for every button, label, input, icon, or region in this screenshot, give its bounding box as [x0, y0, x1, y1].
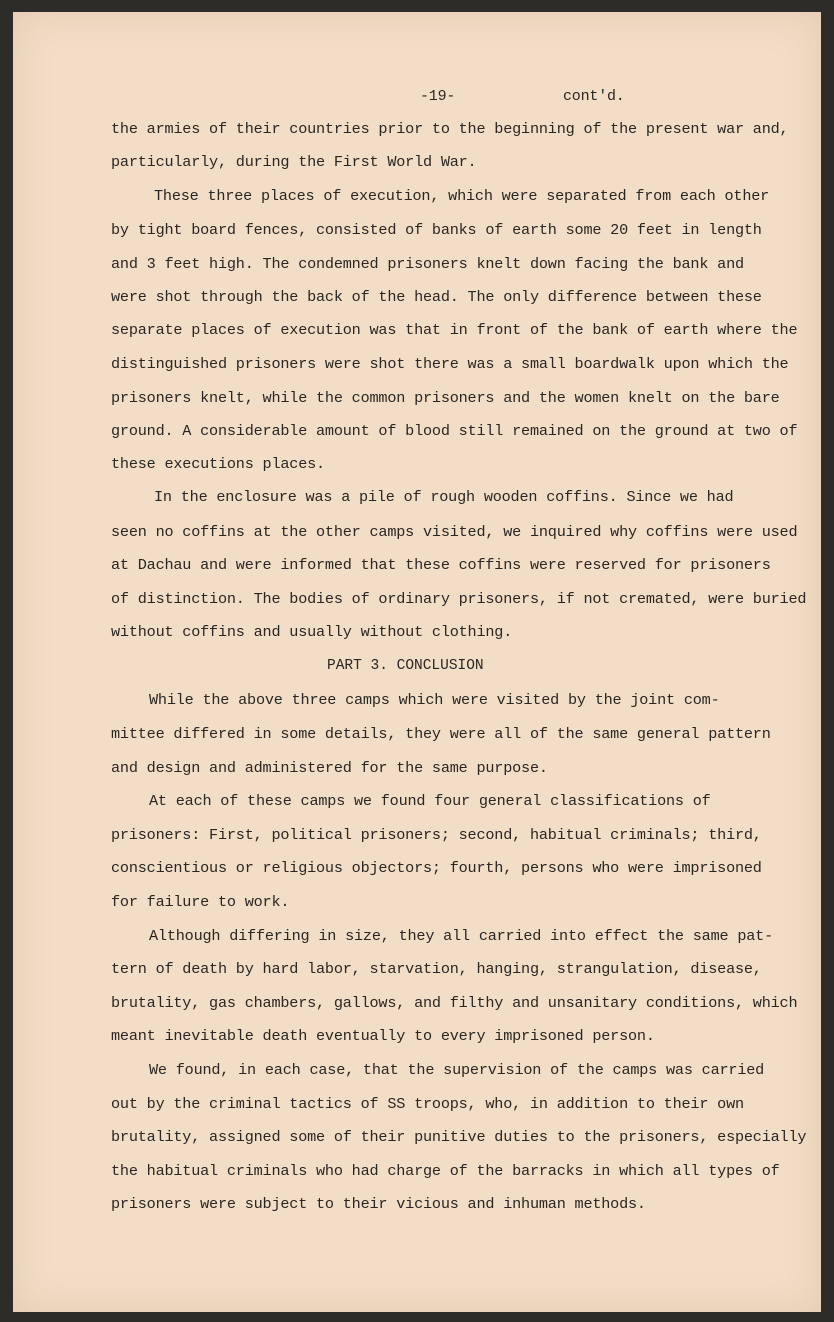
- body-line: Although differing in size, they all carried into effect the same pat-: [149, 927, 773, 945]
- body-line: mittee differed in some details, they were all of the same general pattern: [111, 725, 771, 743]
- body-line: seen no coffins at the other camps visited, we inquired why coffins were used: [111, 523, 798, 541]
- body-line: In the enclosure was a pile of rough wooden coffins. Since we had: [154, 488, 734, 506]
- body-line: by tight board fences, consisted of banks of earth some 20 feet in length: [111, 221, 762, 239]
- body-line: out by the criminal tactics of SS troops, who, in addition to their own: [111, 1095, 744, 1113]
- body-line: prisoners were subject to their vicious and inhuman methods.: [111, 1195, 646, 1213]
- body-line: While the above three camps which were visited by the joint com-: [149, 691, 720, 709]
- body-line: tern of death by hard labor, starvation, hanging, strangulation, disease,: [111, 960, 762, 978]
- body-line: of distinction. The bodies of ordinary prisoners, if not cremated, were buried: [111, 590, 807, 608]
- body-line: and 3 feet high. The condemned prisoners knelt down facing the bank and: [111, 255, 744, 273]
- body-line: distinguished prisoners were shot there was a small boardwalk upon which the: [111, 355, 789, 373]
- body-line: separate places of execution was that in front of the bank of earth where the: [111, 321, 798, 339]
- body-line: prisoners knelt, while the common prisoners and the women knelt on the bare: [111, 389, 780, 407]
- body-line: brutality, gas chambers, gallows, and filthy and unsanitary conditions, which: [111, 994, 798, 1012]
- body-line: These three places of execution, which were separated from each other: [154, 187, 770, 205]
- body-line: meant inevitable death eventually to every imprisoned person.: [111, 1027, 655, 1045]
- body-line: prisoners: First, political prisoners; second, habitual criminals; third,: [111, 826, 762, 844]
- body-line: the habitual criminals who had charge of the barracks in which all types of: [111, 1162, 780, 1180]
- section-heading: PART 3. CONCLUSION: [327, 658, 484, 674]
- body-line: at Dachau and were informed that these coffins were reserved for prisoners: [111, 556, 771, 574]
- body-line: We found, in each case, that the supervision of the camps was carried: [149, 1061, 765, 1079]
- body-line: conscientious or religious objectors; fourth, persons who were imprisoned: [111, 859, 762, 877]
- body-line: without coffins and usually without clothing.: [111, 623, 513, 641]
- body-line: ground. A considerable amount of blood still remained on the ground at two of: [111, 422, 798, 440]
- body-line: for failure to work.: [111, 893, 290, 911]
- body-line: these executions places.: [111, 455, 325, 473]
- body-line: the armies of their countries prior to the beginning of the present war and,: [111, 120, 789, 138]
- continued-marker: cont'd.: [563, 88, 625, 105]
- body-line: and design and administered for the same purpose.: [111, 759, 548, 777]
- page-number: -19-: [420, 88, 456, 105]
- body-line: were shot through the back of the head. The only difference between these: [111, 288, 762, 306]
- body-line: At each of these camps we found four general classifications of: [149, 792, 711, 810]
- body-line: brutality, assigned some of their punitive duties to the prisoners, especially: [111, 1128, 807, 1146]
- body-line: particularly, during the First World War.: [111, 153, 477, 171]
